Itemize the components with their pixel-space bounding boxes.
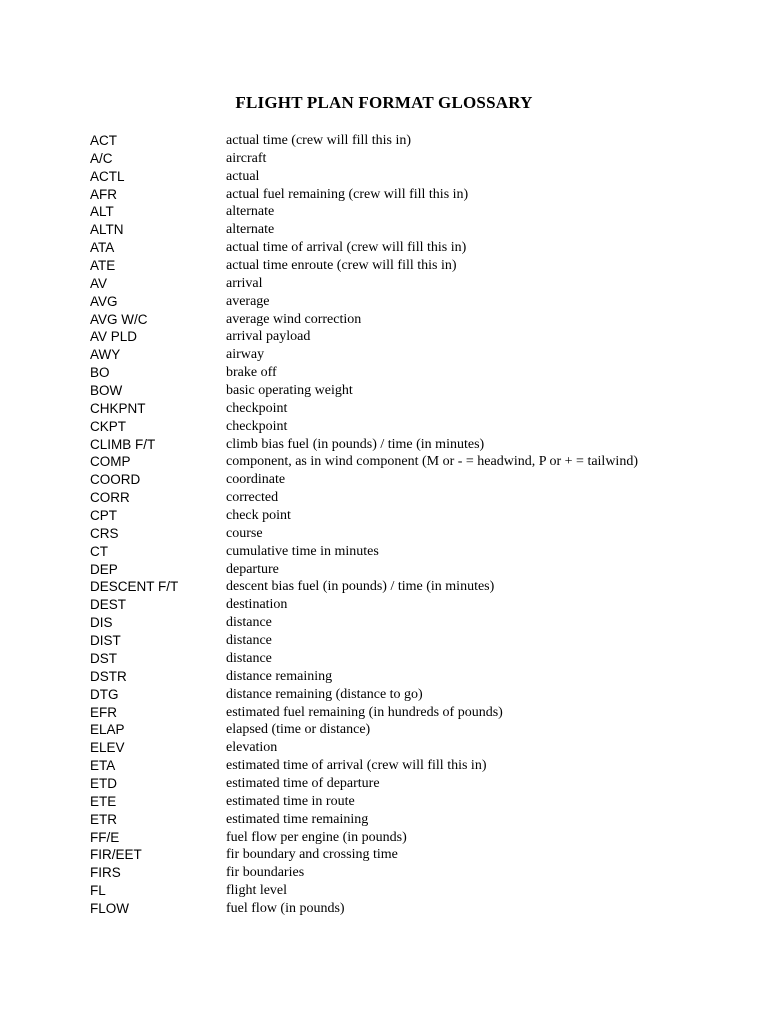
- glossary-entry: [90, 882, 710, 900]
- glossary-definition: actual fuel remaining (crew will fill this in): [226, 186, 469, 202]
- glossary-term: FL: [90, 883, 106, 899]
- glossary-definition: descent bias fuel (in pounds) / time (in minutes): [226, 579, 495, 595]
- glossary-term: AFR: [90, 186, 117, 202]
- glossary-term: ALTN: [90, 222, 124, 238]
- glossary-term: DST: [90, 650, 117, 666]
- glossary-term: COMP: [90, 454, 131, 470]
- glossary-entry: [90, 203, 710, 221]
- glossary-term: CHKPNT: [90, 400, 146, 416]
- glossary-entry: [90, 418, 710, 436]
- glossary-entry: [90, 704, 710, 722]
- glossary-term: ACT: [90, 133, 117, 148]
- glossary-definition: distance remaining (distance to go): [226, 686, 423, 702]
- glossary-entry: [90, 775, 710, 793]
- glossary-term: A/C: [90, 150, 113, 166]
- glossary-definition: fir boundary and crossing time: [226, 847, 398, 863]
- glossary-term: ETD: [90, 775, 117, 791]
- glossary-term: BO: [90, 365, 110, 381]
- glossary-entry: [90, 239, 710, 257]
- glossary-term: DEP: [90, 561, 118, 577]
- glossary-term: AV: [90, 275, 108, 291]
- glossary-term: ACTL: [90, 168, 125, 184]
- glossary-term: DSTR: [90, 668, 127, 684]
- glossary-definition: flight level: [226, 883, 288, 899]
- glossary-entry: [90, 132, 710, 150]
- glossary-list: [90, 132, 710, 918]
- glossary-definition: aircraft: [226, 150, 267, 166]
- glossary-term: FIR/EET: [90, 847, 142, 863]
- glossary-definition: actual time of arrival (crew will fill this in): [226, 240, 467, 256]
- glossary-entry: [90, 900, 710, 918]
- glossary-definition: departure: [226, 561, 279, 577]
- glossary-entry: [90, 578, 710, 596]
- glossary-term: AVG: [90, 293, 118, 309]
- glossary-entry: [90, 829, 710, 847]
- glossary-definition: alternate: [226, 204, 275, 220]
- glossary-term: CPT: [90, 508, 117, 524]
- glossary-definition: estimated fuel remaining (in hundreds of pounds): [226, 704, 503, 720]
- glossary-entry: [90, 632, 710, 650]
- glossary-entry: [90, 650, 710, 668]
- glossary-entry: [90, 668, 710, 686]
- glossary-entry: [90, 721, 710, 739]
- glossary-definition: fir boundaries: [226, 865, 305, 881]
- glossary-entry: [90, 846, 710, 864]
- glossary-definition: distance: [226, 650, 272, 666]
- glossary-definition: distance remaining: [226, 668, 333, 684]
- glossary-definition: alternate: [226, 222, 275, 238]
- glossary-definition: fuel flow per engine (in pounds): [226, 829, 407, 845]
- glossary-entry: [90, 596, 710, 614]
- glossary-entry: [90, 793, 710, 811]
- glossary-definition: fuel flow (in pounds): [226, 900, 345, 916]
- glossary-entry: [90, 275, 710, 293]
- glossary-entry: [90, 168, 710, 186]
- glossary-definition: average: [226, 293, 270, 309]
- glossary-term: DIS: [90, 615, 113, 631]
- glossary-definition: actual time (crew will fill this in): [226, 133, 412, 148]
- glossary-entry: [90, 686, 710, 704]
- glossary-term: ETE: [90, 793, 117, 809]
- glossary-entry: [90, 864, 710, 882]
- glossary-entry: [90, 525, 710, 543]
- glossary-definition: corrected: [226, 490, 279, 506]
- glossary-definition: estimated time of departure: [226, 775, 380, 791]
- glossary-definition: arrival: [226, 275, 263, 291]
- glossary-definition: checkpoint: [226, 418, 288, 434]
- glossary-term: CLIMB F/T: [90, 436, 156, 452]
- glossary-entry: [90, 436, 710, 454]
- glossary-term: DEST: [90, 597, 127, 613]
- glossary-entry: [90, 739, 710, 757]
- glossary-definition: check point: [226, 508, 291, 524]
- glossary-definition: course: [226, 525, 263, 541]
- glossary-term: AVG W/C: [90, 311, 148, 327]
- glossary-term: CT: [90, 543, 108, 559]
- glossary-entry: [90, 364, 710, 382]
- glossary-entry: [90, 471, 710, 489]
- glossary-entry: [90, 346, 710, 364]
- glossary-entry: [90, 757, 710, 775]
- page-title: FLIGHT PLAN FORMAT GLOSSARY: [235, 93, 533, 112]
- glossary-term: DTG: [90, 686, 119, 702]
- glossary-term: ALT: [90, 204, 114, 220]
- glossary-definition: estimated time in route: [226, 793, 355, 809]
- glossary-definition: distance: [226, 615, 272, 631]
- glossary-term: CRS: [90, 525, 119, 541]
- glossary-entry: [90, 561, 710, 579]
- glossary-term: AV PLD: [90, 329, 138, 345]
- glossary-term: ELEV: [90, 740, 125, 756]
- glossary-term: ETR: [90, 811, 117, 827]
- glossary-definition: estimated time of arrival (crew will fill this in): [226, 758, 487, 774]
- glossary-definition: actual: [226, 168, 260, 184]
- glossary-term: FIRS: [90, 865, 121, 881]
- glossary-definition: actual time enroute (crew will fill this in): [226, 258, 457, 274]
- glossary-entry: [90, 221, 710, 239]
- glossary-entry: [90, 543, 710, 561]
- glossary-definition: elevation: [226, 740, 278, 756]
- glossary-entry: [90, 453, 710, 471]
- glossary-definition: basic operating weight: [226, 383, 353, 399]
- glossary-definition: coordinate: [226, 472, 286, 488]
- glossary-definition: climb bias fuel (in pounds) / time (in minutes): [226, 436, 485, 452]
- glossary-term: CKPT: [90, 418, 127, 434]
- glossary-term: DESCENT F/T: [90, 579, 179, 595]
- glossary-definition: distance: [226, 633, 272, 649]
- glossary-term: AWY: [90, 347, 121, 363]
- glossary-entry: [90, 257, 710, 275]
- glossary-definition: airway: [226, 347, 265, 363]
- glossary-definition: cumulative time in minutes: [226, 543, 379, 559]
- glossary-term: CORR: [90, 490, 130, 506]
- glossary-entry: [90, 614, 710, 632]
- glossary-definition: checkpoint: [226, 400, 288, 416]
- glossary-term: ATE: [90, 258, 116, 274]
- glossary-entry: [90, 489, 710, 507]
- glossary-term: COORD: [90, 472, 141, 488]
- glossary-term: ATA: [90, 240, 115, 256]
- glossary-definition: average wind correction: [226, 311, 362, 327]
- glossary-term: EFR: [90, 704, 117, 720]
- glossary-entry: [90, 382, 710, 400]
- glossary-definition: elapsed (time or distance): [226, 722, 371, 738]
- glossary-entry: [90, 400, 710, 418]
- glossary-term: BOW: [90, 383, 123, 399]
- glossary-term: ETA: [90, 758, 116, 774]
- glossary-entry: [90, 507, 710, 525]
- glossary-entry: [90, 150, 710, 168]
- glossary-definition: component, as in wind component (M or - = headwind, P or + = tailwind): [226, 454, 638, 470]
- glossary-entry: [90, 311, 710, 329]
- glossary-term: DIST: [90, 633, 121, 649]
- glossary-term: ELAP: [90, 722, 125, 738]
- glossary-definition: arrival payload: [226, 329, 311, 345]
- glossary-definition: estimated time remaining: [226, 811, 369, 827]
- glossary-term: FLOW: [90, 900, 129, 916]
- glossary-term: FF/E: [90, 829, 120, 845]
- glossary-entry: [90, 186, 710, 204]
- glossary-entry: [90, 811, 710, 829]
- glossary-definition: destination: [226, 597, 288, 613]
- glossary-entry: [90, 328, 710, 346]
- glossary-definition: brake off: [226, 365, 277, 381]
- glossary-entry: [90, 293, 710, 311]
